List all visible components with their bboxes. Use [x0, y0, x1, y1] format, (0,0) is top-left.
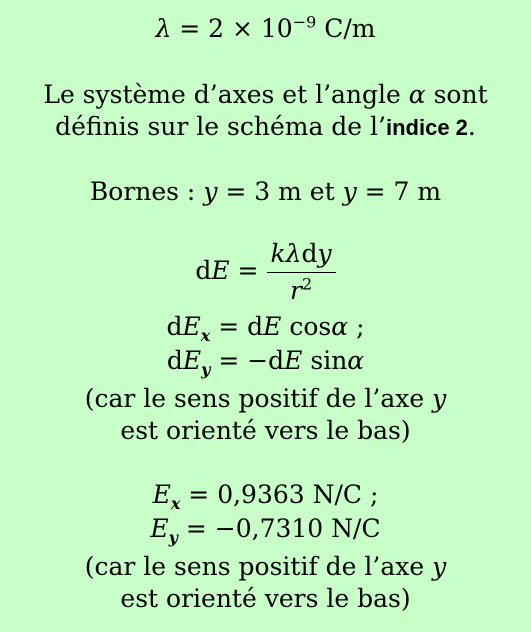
lambda-symbol: λ	[155, 14, 172, 43]
bounds-line	[0, 177, 531, 207]
bounds-y1-val: = 3 m et	[217, 177, 343, 206]
Ex-result: $E_x = 0,9363$ N/C ;	[152, 480, 379, 513]
note-1-line-1: (car le sens positif de l’axe y	[84, 384, 447, 413]
lambda-equals: =	[171, 14, 209, 43]
lambda-value-line	[0, 14, 531, 44]
dE-lhs: dE =	[195, 256, 259, 285]
lambda-exponent: −9	[292, 12, 317, 32]
alpha-symbol: α	[408, 80, 426, 109]
dEx-formula: $dE_x$ = dE cosα ;	[166, 312, 365, 345]
bounds-y2-var: y	[342, 177, 357, 206]
note-2-line-1: (car le sens positif de l’axe y	[84, 552, 447, 581]
bounds-y2-val: = 7 m	[356, 177, 442, 206]
dE-numerator: kλdy	[267, 240, 336, 273]
description-line-1	[0, 80, 531, 110]
bounds-y1-var: y	[203, 177, 218, 206]
description-text-1: Le système d’axes et l’angle	[43, 80, 409, 109]
dEy-formula: $dE_y = -dE$ sinα	[166, 346, 365, 379]
hint-link[interactable]: indice 2	[386, 115, 468, 140]
description-text-2: définis sur le schéma de l’	[55, 112, 386, 141]
dE-denominator: $r^2$	[290, 274, 313, 305]
dE-formula	[0, 240, 531, 305]
description-line-2	[0, 112, 531, 143]
Ey-result: $E_y = -0,7310$ N/C	[150, 514, 381, 547]
lambda-unit: C/m	[316, 14, 376, 43]
note-1-line-2: est orienté vers le bas)	[120, 416, 411, 445]
description-period: .	[467, 112, 476, 141]
dE-fraction	[267, 240, 336, 305]
note-2-line-2: est orienté vers le bas)	[120, 584, 411, 613]
lambda-value: 2 × 10	[208, 14, 293, 43]
description-text-1-end: sont	[425, 80, 488, 109]
bounds-label: Bornes :	[89, 177, 204, 206]
